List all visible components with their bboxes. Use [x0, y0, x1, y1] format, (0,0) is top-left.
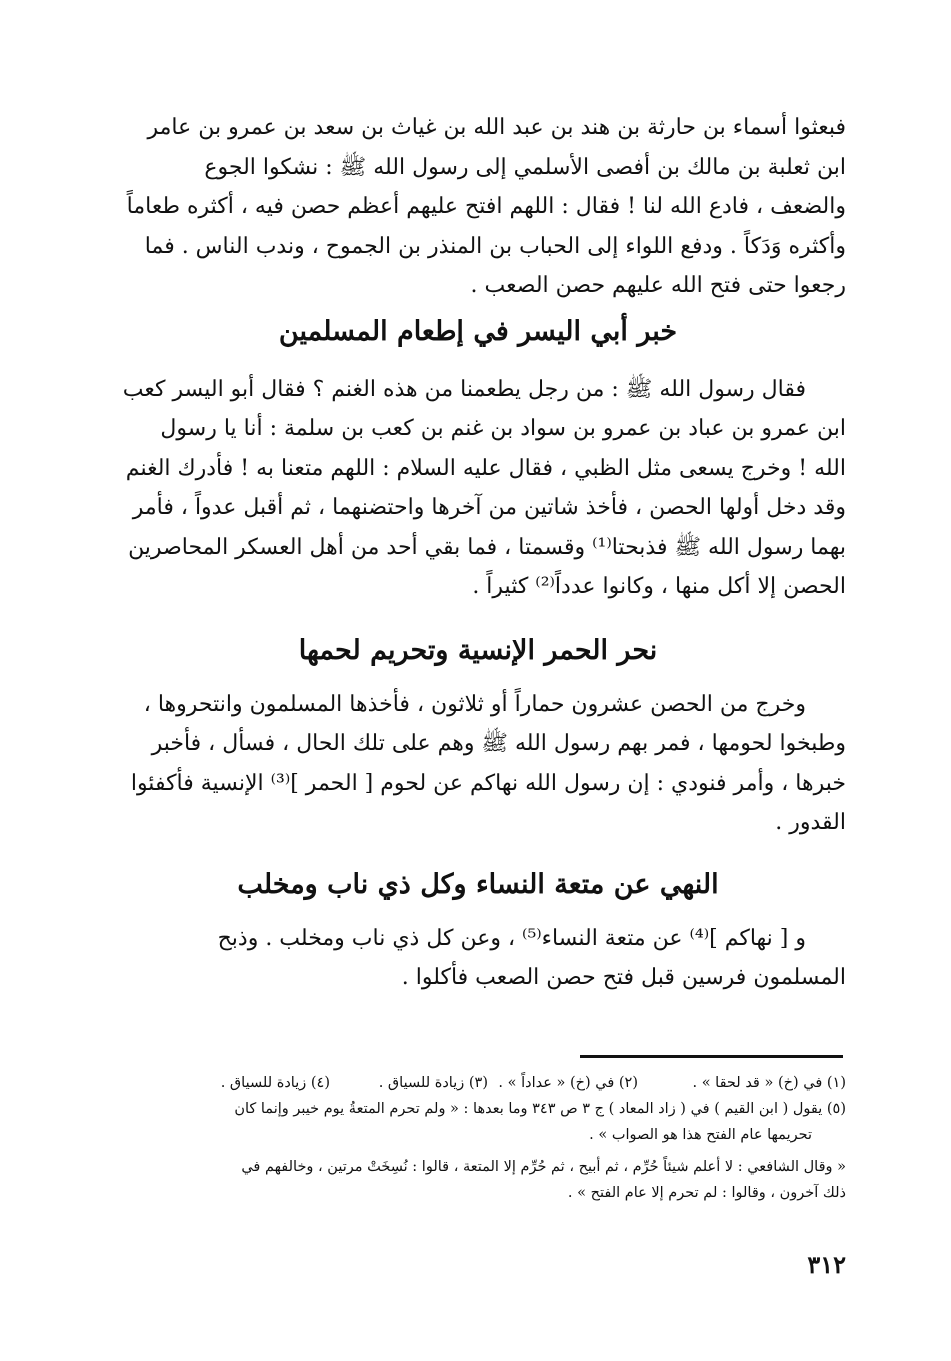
text-line: الحصن إلا أكل منها ، وكانوا عدداً⁽²⁾ كثيراً . — [472, 574, 846, 599]
text-line: ابن عمرو بن عباد بن عمرو بن سواد بن غنم بن كعب بن سلمة : أنا يا رسول — [160, 416, 846, 441]
footnote-5-quote-line: « وقال الشافعي : لا أعلم شيئاً حُرِّم ، ثم أبيح ، ثم حُرِّم إلا المتعة ، قالوا : نُسِخَتْ مرتين ، وخالفهم في — [241, 1159, 846, 1175]
footnote-5-line: (٥) يقول ( ابن القيم ) في ( زاد المعاد ) ج ٣ ص ٣٤٣ وما بعدها : « ولم تحرم المتعةُ يوم خيبر وإنما كان — [234, 1101, 846, 1117]
text-line: المسلمون فرسين قبل فتح حصن الصعب فأكلوا . — [401, 965, 846, 990]
text-line: والضعف ، فادع الله لنا ! فقال : اللهم افتح عليهم أعظم حصن فيه ، أكثره طعاماً — [126, 194, 846, 219]
text-line: القدور . — [775, 810, 846, 835]
text-line: وخرج من الحصن عشرون حماراً أو ثلاثون ، فأخذها المسلمون وانتحروها ، — [143, 691, 806, 717]
mutah-paragraph — [110, 919, 846, 998]
footnote-3: (٣) زيادة للسياق . — [378, 1075, 488, 1091]
text-line: فبعثوا أسماء بن حارثة بن هند بن عبد الله بن غياث بن سعد بن عمرو بن عامر — [147, 115, 846, 140]
footnote-4: (٤) زيادة للسياق . — [220, 1075, 330, 1091]
text-line: ابن ثعلبة بن مالك بن أفصى الأسلمي إلى رسول الله ﷺ : نشكوا الجوع — [204, 154, 846, 180]
text-line: الله ! وخرج يسعى مثل الظبي ، فقال عليه السلام : اللهم متعنا به ! فأدرك الغنم — [125, 455, 846, 481]
section-heading-domestic-donkeys: نحر الحمر الإنسية وتحريم لحمها — [298, 634, 658, 666]
section-heading-mutah: النهي عن متعة النساء وكل ذي ناب ومخلب — [237, 868, 719, 900]
intro-paragraph — [110, 108, 846, 306]
footnote-divider — [580, 1055, 843, 1058]
text-line: رجعوا حتى فتح الله عليهم حصن الصعب . — [470, 273, 846, 298]
footnotes — [110, 1070, 846, 1206]
text-line: بهما رسول الله ﷺ فذبحتا⁽¹⁾ وقسمتا ، فما بقي أحد من أهل العسكر المحاصرين — [128, 534, 846, 560]
page-number: ٣١٢ — [807, 1250, 846, 1279]
footnote-5-line: تحريمها عام الفتح هذا هو الصواب » . — [589, 1127, 812, 1143]
footnote-2: (٢) في (خ) « عداداً » . — [498, 1075, 638, 1091]
text-line: وطبخوا لحومها ، فمر بهم رسول الله ﷺ وهم على تلك الحال ، فسأل ، فأخبر — [151, 731, 846, 756]
page-body — [110, 108, 846, 998]
footnote-5-quote-line: ذلك آخرون ، وقالوا : لم تحرم إلا عام الفتح » . — [567, 1185, 846, 1201]
domestic-donkeys-paragraph — [110, 685, 846, 843]
text-line: و [ نهاكم ]⁽⁴⁾ عن متعة النساء⁽⁵⁾ ، وعن كل ذي ناب ومخلب . وذبح — [217, 925, 806, 951]
text-line: وأكثره وَدَكاً . ودفع اللواء إلى الحباب بن المنذر بن الجموح ، وندب الناس . فما — [144, 233, 846, 259]
section-heading-abu-alyusr: خبر أبي اليسر في إطعام المسلمين — [278, 315, 678, 347]
text-line: فقال رسول الله ﷺ : من رجل يطعمنا من هذه الغنم ؟ فقال أبو اليسر كعب — [122, 376, 806, 402]
footnote-1: (١) في (خ) « قد لحقا » . — [692, 1075, 846, 1091]
abu-alyusr-paragraph — [110, 370, 846, 607]
text-line: خبرها ، وأمر فنودي : إن رسول الله نهاكم عن لحوم [ الحمر ]⁽³⁾ الإنسية فأكفئوا — [130, 770, 846, 796]
footnote-row-1 — [110, 1070, 846, 1096]
text-line: وقد دخل أولها الحصن ، فأخذ شاتين من آخرها واحتضنهما ، ثم أقبل عدواً ، فأمر — [132, 495, 846, 520]
